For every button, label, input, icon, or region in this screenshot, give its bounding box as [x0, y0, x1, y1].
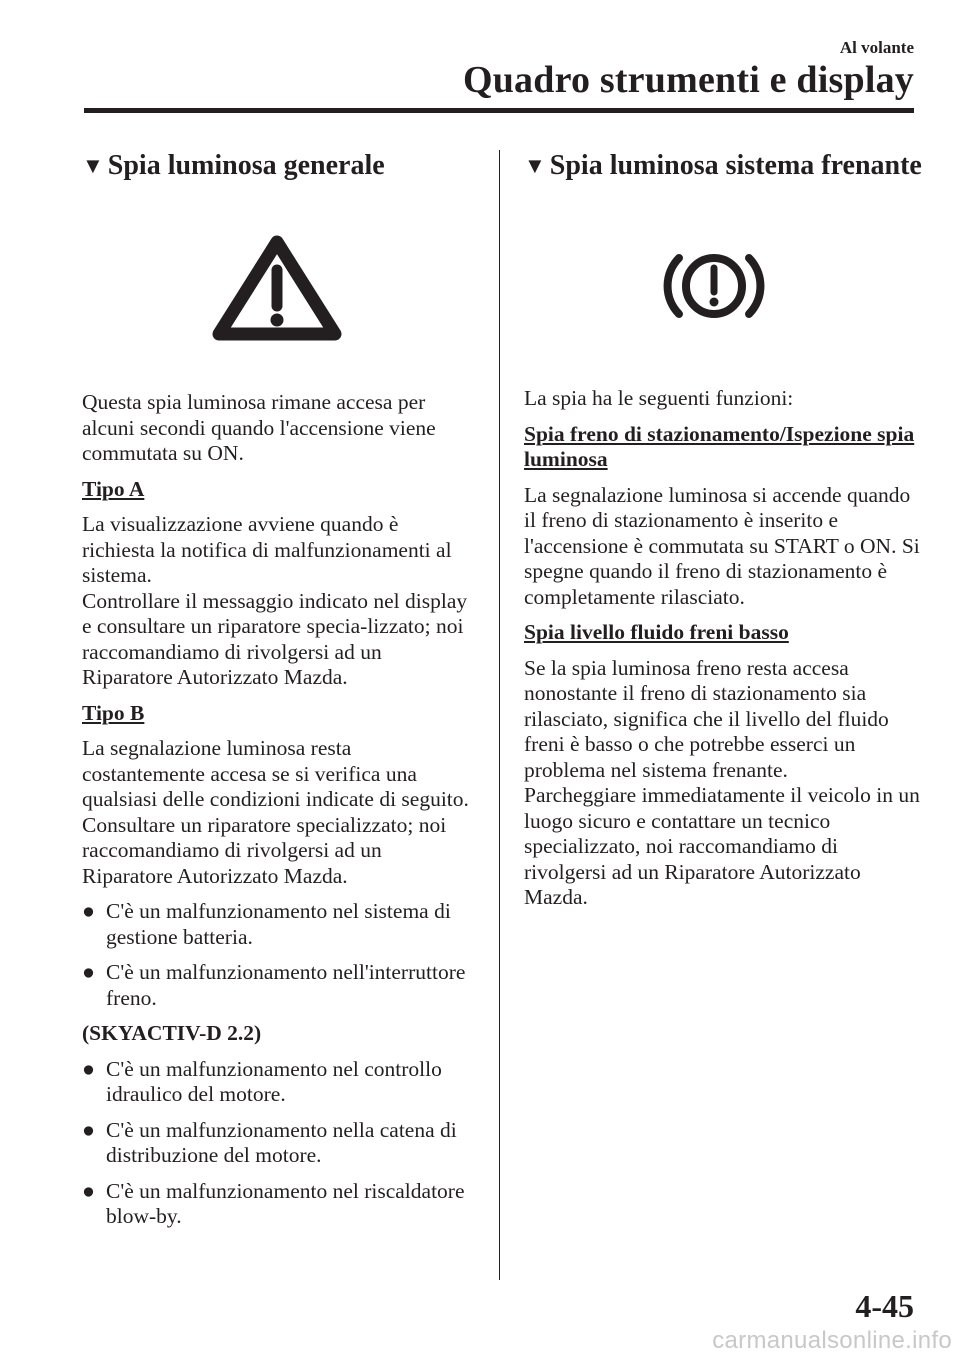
- triangle-marker-icon: ▼: [524, 153, 546, 178]
- list-item-text: C'è un malfunzionamento nell'interruttore freno.: [106, 960, 466, 1010]
- watermark: carmanualsonline.info: [712, 1327, 952, 1354]
- brake-warning-icon-wrap: [524, 244, 924, 328]
- triangle-marker-icon: ▼: [82, 153, 104, 178]
- parking-brake-subheading: Spia freno di stazionamento/Ispezione spia luminosa: [524, 421, 915, 471]
- brake-warning-icon: [659, 244, 769, 328]
- parking-brake-text: La segnalazione luminosa si accende quando il freno di stazionamento è inserito e l'accensione è commutata su START o ON. Si spegne quando il freno di stazionamento è completamente rilasciato.: [524, 482, 920, 609]
- general-warning-icon-wrap: [82, 232, 472, 346]
- general-warning-intro: Questa spia luminosa rimane accesa per alcuni secondi quando l'accensione viene commutata su ON.: [82, 390, 436, 465]
- section-heading-general-warning: [82, 150, 472, 182]
- list-item: [82, 960, 472, 1011]
- tipo-a-text-2: Controllare il messaggio indicato nel display e consultare un riparatore specia-lizzato; noi raccomandiamo di rivolgersi ad un Riparatore Autorizzato Mazda.: [82, 588, 468, 689]
- section-label: Al volante: [839, 38, 914, 57]
- bullet-icon: ●: [82, 1117, 95, 1142]
- list-item-text: C'è un malfunzionamento nel riscaldatore blow-by.: [106, 1178, 465, 1228]
- tipo-b-text: La segnalazione luminosa resta costantemente accesa se si verifica una qualsiasi delle condizioni indicate di seguito. Consultare un riparatore specializzato; noi raccomandiamo di rivolgersi ad un Riparatore Autorizzato Mazda.: [82, 736, 469, 888]
- list-item-text: C'è un malfunzionamento nel controllo idraulico del motore.: [106, 1056, 442, 1106]
- list-item: [82, 1118, 472, 1169]
- engine-label: (SKYACTIV-D 2.2): [82, 1021, 262, 1045]
- list-item: [82, 1057, 472, 1108]
- section-heading-brake-warning: [524, 150, 924, 182]
- tipo-b-title: Tipo B: [82, 700, 145, 725]
- bullet-icon: ●: [82, 960, 95, 984]
- brake-fluid-subheading: Spia livello fluido freni basso: [524, 620, 789, 644]
- brake-fluid-text: Se la spia luminosa freno resta accesa nonostante il freno di stazionamento sia rilasciato, significa che il livello del fluido freni è basso o che potrebbe esserci un problema nel sistema frenante.: [524, 655, 889, 782]
- list-item-text: C'è un malfunzionamento nel sistema di gestione batteria.: [106, 899, 451, 949]
- list-item: [82, 899, 472, 950]
- tipo-a-text: La visualizzazione avviene quando è richiesta la notifica di malfunzionamenti al sistema.: [82, 512, 452, 587]
- header-divider: [84, 108, 914, 113]
- list-item-text: C'è un malfunzionamento nella catena di distribuzione del motore.: [106, 1117, 457, 1167]
- tipo-a-title: Tipo A: [82, 476, 145, 501]
- general-warning-triangle-icon: [209, 232, 345, 346]
- brake-fluid-text-2: Parcheggiare immediatamente il veicolo in un luogo sicuro e contattare un tecnico specializzato, noi raccomandiamo di rivolgersi ad un Riparatore Autorizzato Mazda.: [524, 783, 920, 909]
- right-column: [524, 150, 924, 921]
- heading-text: Spia luminosa sistema frenante: [549, 150, 922, 181]
- column-divider: [499, 150, 500, 1280]
- bullet-icon: ●: [82, 1178, 95, 1203]
- page-title: Quadro strumenti e display: [462, 59, 914, 101]
- list-item: [82, 1179, 472, 1230]
- bullet-icon: ●: [82, 899, 95, 923]
- bullet-icon: ●: [82, 1056, 95, 1081]
- heading-text: Spia luminosa generale: [107, 150, 385, 181]
- left-column: [82, 150, 472, 1240]
- page-number: 4-45: [855, 1288, 914, 1324]
- brake-intro: La spia ha le seguenti funzioni:: [524, 386, 794, 410]
